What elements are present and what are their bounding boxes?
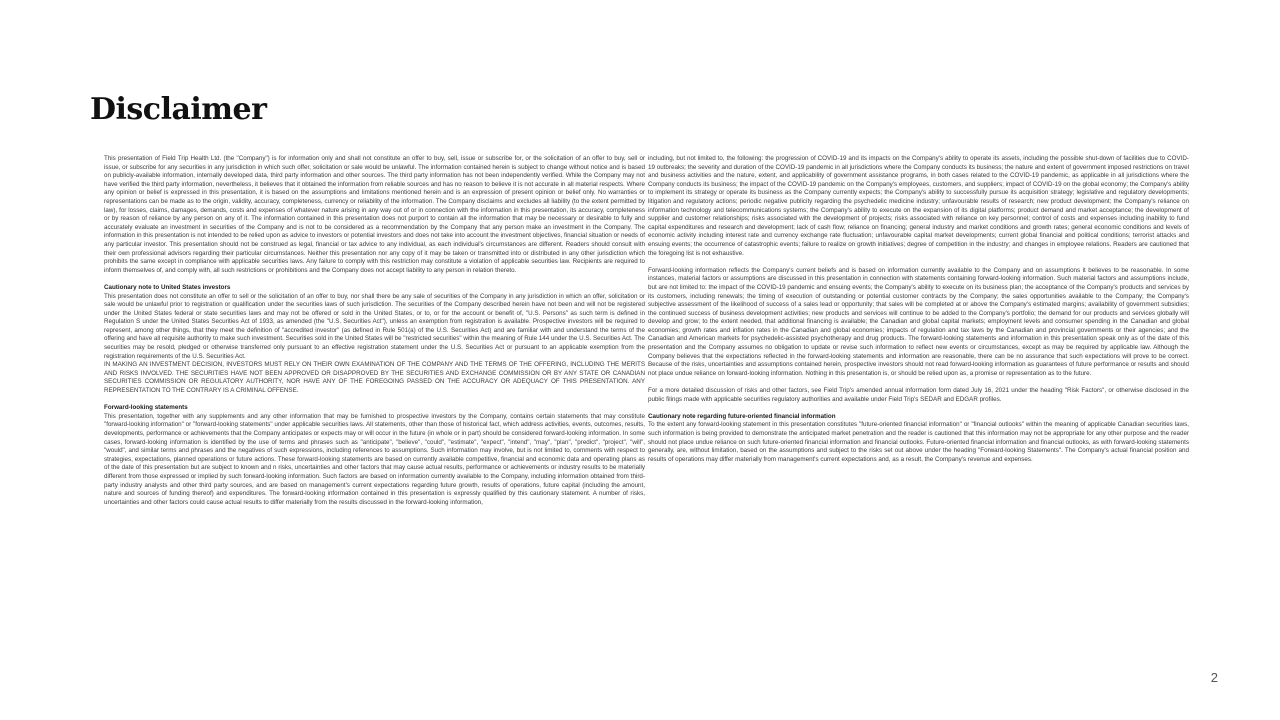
fofi-paragraph: To the extent any forward-looking statement in this presentation constitutes "future-oriented financial information" or "financial outlooks" within the meaning of applicable Canadian securities laws, such information is being provided to demonstrate the anticipated market penetration and the reader is cautioned that this information may not be appropriate for any other purpose and the reader should not place undue reliance on such future-oriented financial information and financial outlooks. Future-oriented financial information and financial outlooks, as with forward-looking statements generally, are, without limitation, based on the assumptions and subject to the risks set out above under the heading "Forward-looking Statements". The Company's actual financial position and results of operations may differ materially from management's current expectations and, as a result, the Company's revenue and expenses. bbox=[648, 421, 1189, 463]
assumptions-paragraph: Forward-looking information reflects the Company's current beliefs and is based on information currently available to the Company and on assumptions it believes to be reasonable. In some instances, material factors or assumptions are discussed in this presentation in connection with statements containing forward-looking information. Such material factors and assumptions include, but are not limited to: the impact of the COVID-19 pandemic and ensuing events; the Company's ability to execute on its business plan; the acceptance of the Company's products and services by its customers, including renewals; the timing of execution of outstanding or potential customer contracts by the Company; the sales opportunities available to the Company; the Company's subjective assessment of the likelihood of success of a sales lead or opportunity; that sales will be completed at or above the Company's estimated margins; availability of government subsidies; the continued success of business development activities; new products and services will continue to be added to the Company's portfolio; the demand for our products and services globally will develop and grow; to the extent needed, that additional financing is available; the Canadian and global capital markets; employment levels and consumer spending in the Canadian and global economies; growth rates and inflation rates in the Canadian and global economies; impacts of regulation and tax laws by the Canadian and provincial governments or their agencies; and the Canadian and American markets for psychedelic-assisted psychotherapy and drug products. The forward-looking statements and information in this presentation speak only as of the date of this presentation and the Company assumes no obligation to update or revise such information to reflect new events or circumstances, except as may be required by applicable law. Although the Company believes that the expectations reflected in the forward-looking statements and information are reasonable, there can be no assurance that such expectations will prove to be correct. Because of the risks, uncertainties and assumptions contained herein, prospective investors should not read forward-looking information as guarantees of future performance or results and should not place undue reliance on forward-looking information. Nothing in this presentation is, or should be relied upon as, a promise or representation as to the future. bbox=[648, 266, 1189, 377]
us-investors-paragraph: This presentation does not constitute an offer to sell or the solicitation of an offer to buy, nor shall there be any sale of securities of the Company in any jurisdiction in which an offer, solicitation or sale would be unlawful prior to registration or qualification under the securities laws of such jurisdiction. The securities of the Company described herein have not been and will not be registered under the United States federal or state securities laws and may not be offered or sold in the United States, or to, or for the account or benefit of, "U.S. Persons" as such term is defined in Regulation S under the United States Securities Act of 1933, as amended (the "U.S. Securities Act"), unless an exemption from registration is available. Prospective investors will be required to represent, among other things, that they meet the definition of "accredited investor" (as defined in Rule 501(a) of the U.S. Securities Act) and are familiar with and understand the terms of the offering and have all requisite authority to make such investment. Securities sold in the United States will be "restricted securities" within the meaning of Rule 144 under the U.S. Securities Act. The securities may be resold, pledged or otherwise transferred only pursuant to an effective registration statement under the U.S. Securities Act or pursuant to an applicable exemption from the registration requirements of the U.S. Securities Act. bbox=[104, 292, 645, 360]
right-column bbox=[648, 155, 1189, 473]
us-investors-heading: Cautionary note to United States investors bbox=[104, 283, 231, 291]
left-column bbox=[104, 155, 645, 516]
page-number: 2 bbox=[1210, 670, 1218, 685]
forward-looking-heading: Forward-looking statements bbox=[104, 404, 188, 412]
forward-looking-paragraph: This presentation, together with any supplements and any other information that may be furnished to prospective investors by the Company, contains certain statements that may constitute "forward-looking information" or "forward-looking statements" under applicable securities laws. All statements, other than those of historical fact, which address activities, events, outcomes, results, developments, performance or achievements that the Company anticipates or expects may or will occur in the future (in whole or in part) should be considered forward-looking information. In some cases, forward-looking information is identified by the use of terms and phrases such as "anticipate", "believe", "could", "estimate", "expect", "intend", "may", "plan", "predict", "project", "will", "would", and similar terms and phrases and the negatives of such expressions, including references to assumptions. Such information may involve, but is not limited to, comments with respect to strategies, expectations, planned operations or future actions. These forward-looking statements are based on currently available competitive, financial and economic data and operating plans as of the date of this presentation but are subject to known and n risks, uncertainties and other factors that may cause actual results, performance or achievements or industry results to be materially different from those expressed or implied by such forward-looking information. Such factors are based on information currently available to the Company, including information obtained from third-party industry analysts and other third party sources, and are based on management's current expectations regarding future growth, results of operations, future capital (including the amount, nature and sources of funding thereof) and expenditures. The forward-looking information contained in this presentation is expressly qualified by this cautionary statement. A number of risks, uncertainties and other factors could cause actual results to differ materially from the results discussed in the forward-looking information, bbox=[104, 412, 645, 506]
risk-factors-paragraph: including, but not limited to, the following: the progression of COVID-19 and its impacts on the Company's ability to operate its assets, including the possible shut-down of facilities due to COVID-19 outbreaks; the severity and duration of the COVID-19 pandemic in all jurisdictions where the Company conducts its business; the nature and extent of government imposed restrictions on travel and business activities and the nature, extent, and applicability of government assistance programs, in both cases related to the COVID-19 pandemic, as applicable in all jurisdictions where the Company conducts its business; the impact of the COVID-19 pandemic on the Company's employees, customers, and suppliers; impact of COVID-19 on the global economy; the Company's ability to implement its strategy or operate its business as the Company currently expects; the Company's ability to successfully pursue its acquisition strategy; legislative and regulatory developments; litigation and regulatory actions; periodic negative publicity regarding the psychedelic medicine industry; unfavourable results of research; new product development; the Company's reliance on information technology and telecommunications systems; the Company's ability to execute on the expansion of its digital platforms; product demand and market acceptance; the development of supplier and customer relationships; risks associated with the development of projects; risks associated with reliance on key personnel; control of costs and expenses including inability to fund capital expenditures and research and development; lack of cash flow; reliance on financing; general industry and market conditions and growth rates; general economic conditions and levels of economic activity including interest rate and currency exchange rate fluctuation; unfavourable capital market developments; current global financial and political conditions; terrorist attacks and ensuing events; the occurrence of catastrophic events; failure to realize on growth initiatives; degree of competition in the industry; and changes in employee relations. Readers are cautioned that the foregoing list is not exhaustive. bbox=[648, 155, 1189, 257]
intro-paragraph: This presentation of Field Trip Health Ltd. (the "Company") is for information only and shall not constitute an offer to buy, sell, issue or subscribe for, or the solicitation of an offer to buy, sell or issue, or subscribe for any securities in any jurisdiction in which such offer, solicitation or sale would be unlawful. The information contained herein is subject to change without notice and is based on publicly-available information, internally developed data, third party information and other sources. The third party information has not been independently verified. While the Company may not have verified the third party information, nevertheless, it believes that it obtained the information from reliable sources and has no reason to believe it is not accurate in all material respects. Where any opinion or belief is expressed in this presentation, it is based on the assumptions and limitations mentioned herein and is an expression of present opinion or belief only. No warranties or representations can be made as to the origin, validity, accuracy, completeness, currency or reliability of the information. The Company disclaims and excludes all liability (to the extent permitted by law), for losses, claims, damages, demands, costs and expenses of whatever nature arising in any way out of or in connection with the information in this presentation, its accuracy, completeness or by reason of reliance by any person on any of it. The information contained in this presentation does not purport to contain all the information that may be necessary or desirable to fully and accurately evaluate an investment in securities of the Company and is not to be considered as a recommendation by the Company that any person make an investment in the Company. The information in this presentation is not intended to be relied upon as advice to investors or potential investors and does not take into account the investment objectives, financial situation or needs of any particular investor. This presentation should not be construed as legal, financial or tax advice to any individual, as each individual's circumstances are different. Readers should consult with their own professional advisors regarding their particular circumstances. Neither this presentation nor any copy of it may be taken or transmitted into or distributed in any other jurisdiction which prohibits the same except in compliance with applicable securities laws. Any failure to comply with this restriction may constitute a violation of applicable securities law. Recipients are required to inform themselves of, and comply with, all such restrictions or prohibitions and the Company does not accept liability to any person in relation thereto. bbox=[104, 155, 645, 274]
us-investors-caps-paragraph: IN MAKING AN INVESTMENT DECISION, INVESTORS MUST RELY ON THEIR OWN EXAMINATION OF THE COMPANY AND THE TERMS OF THE OFFERING, INCLUDING THE MERITS AND RISKS INVOLVED. THE SECURITIES HAVE NOT BEEN APPROVED OR DISAPPROVED BY THE SECURITIES AND EXCHANGE COMMISSION OR BY ANY STATE OR CANADIAN SECURITIES COMMISSION OR REGULATORY AUTHORITY, NOR HAVE ANY OF THE FOREGOING PASSED ON THE ACCURACY OR ADEQUACY OF THIS PRESENTATION. ANY REPRESENTATION TO THE CONTRARY IS A CRIMINAL OFFENSE. bbox=[104, 361, 645, 395]
fofi-heading: Cautionary note regarding future-oriented financial information bbox=[648, 412, 836, 420]
detailed-discussion-paragraph: For a more detailed discussion of risks and other factors, see Field Trip's amended annual information form dated July 16, 2021 under the heading "Risk Factors", or otherwise disclosed in the public filings made with applicable securities regulatory authorities and available under Field Trip's SEDAR and EDGAR profiles. bbox=[648, 387, 1189, 403]
page-title: Disclaimer bbox=[90, 92, 267, 127]
